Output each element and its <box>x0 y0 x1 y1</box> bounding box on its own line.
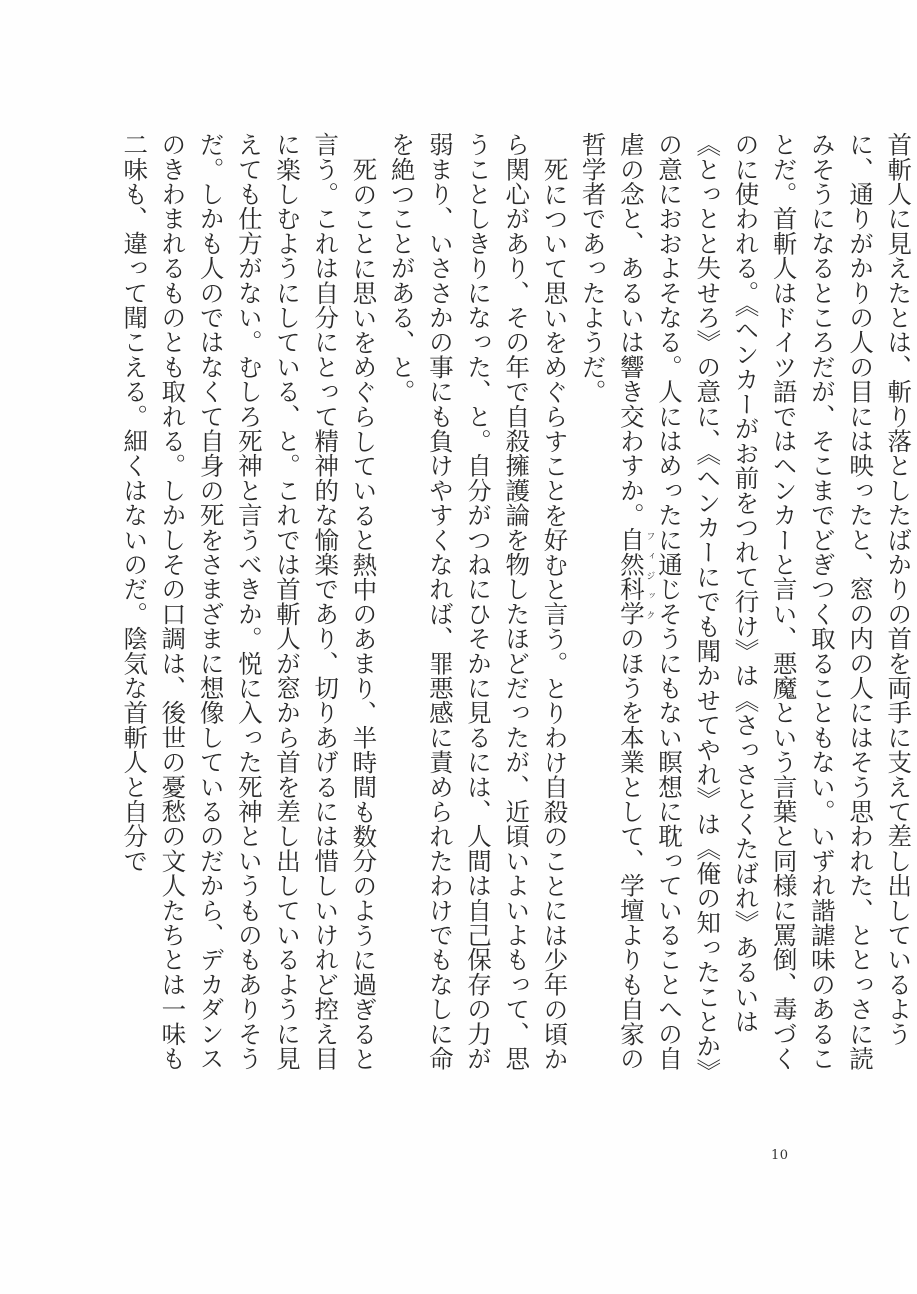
ruby-annotation: フィジック <box>644 527 655 627</box>
vertical-text <box>115 132 917 1077</box>
paragraph-3: 死のことに思いをめぐらしていると熱中のあまり、半時間も数分のように過ぎると言う。これは自分にとって精神的な愉楽であり、切りあげるには惜しいけれど控え目に楽しむようにしている、と。これでは首斬人が窓から首を差し出しているように見えても仕方がない。むしろ死神と言うべきか。悦に入った死神というものもありそうだ。しかも人のではなくて自身の死をさまざまに想像しているのだから、デカダンスのきわまれるものとも取れる。しかしその口調は、後世の憂愁の文人たちとは一味も二味も、違って聞こえる。細くはないのだ。陰気な首斬人と自分で <box>120 132 379 1071</box>
paragraph-1-text: 首斬人に見えたとは、斬り落としたばかりの首を両手に支えて差し出しているように、通りがかりの人の目には映ったと、窓の内の人にはそう思われた、ととっさに読みそうになるところだが、そこまでどぎつく取ることもない。いずれ諧謔味のあることだ。首斬人はドイツ語ではヘンカーと言い、悪魔という言葉と同様に罵倒、毒づくのに使われる。《ヘンカーがお前をつれて行け》は《さっさとくたばれ》あるいは《とっとと失せろ》の意に、《ヘンカーにでも聞かせてやれ》は《俺の知ったことか》の意におおよそなる。人にはめったに通じそうにもない瞑想に耽っていることへの自虐の念と、あるいは響き交わすか。 <box>616 132 914 1071</box>
page-number: 10 <box>771 1148 789 1163</box>
ruby-base: 自然科学 <box>616 527 646 627</box>
ruby-physics <box>616 527 655 627</box>
paragraph-1 <box>573 132 917 1077</box>
paragraph-2: 死について思いをめぐらすことを好むと言う。とりわけ自殺のことには少年の頃から関心があり、その年で自殺擁護論を物したほどだったが、近頃いよいよもって、思うことしきりになった、と。自分がつねにひそかに見るには、人間は自己保存の力が弱まり、いささかの事にも負けやすくなれば、罪悪感に責められたわけでもなしに命を絶つことがある、と。 <box>387 132 570 1071</box>
body-text-block <box>115 132 914 1077</box>
paragraph-1-tail: のほうを本業として、学壇よりも自家の哲学者であったようだ。 <box>578 132 646 1071</box>
